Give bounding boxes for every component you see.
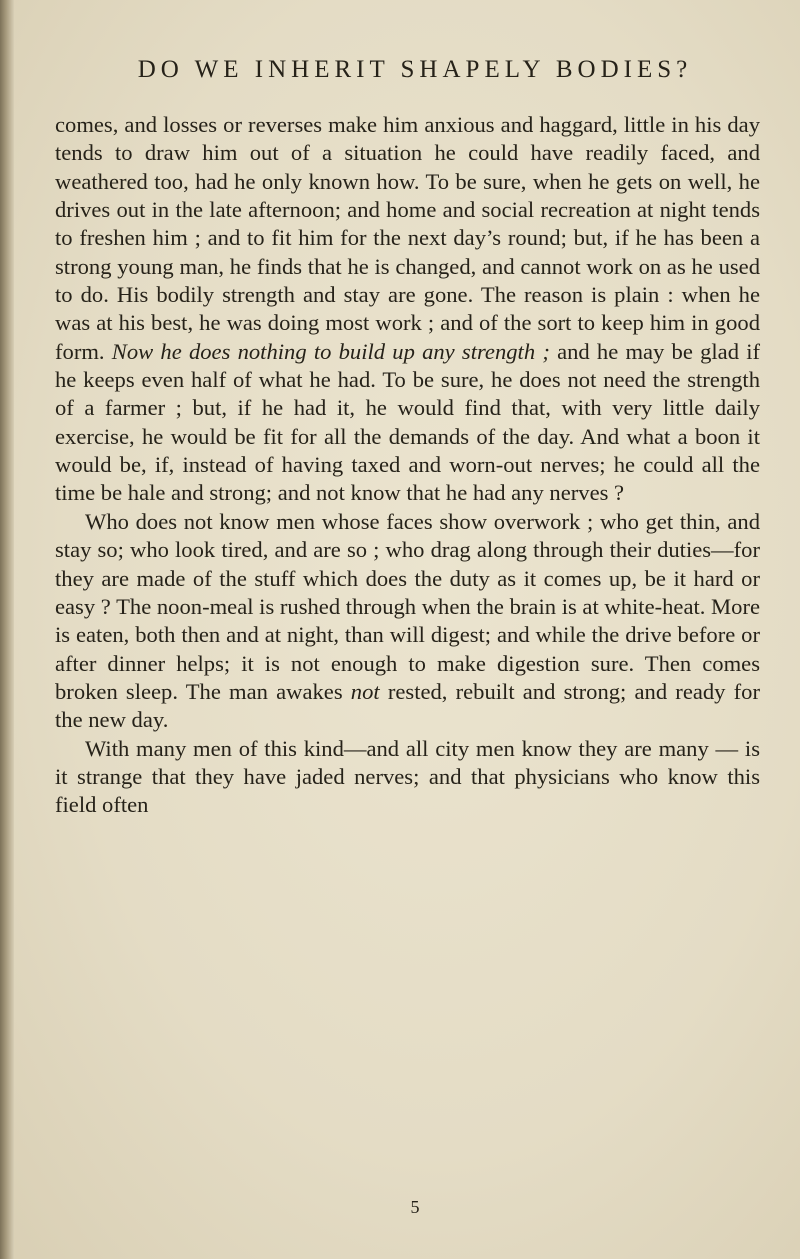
paragraph-text: rested, rebuilt and strong; and ready for the new day.	[55, 678, 760, 733]
paragraph-text: and he may be glad if he keeps even half of what he had. To be sure, he does not need the strength of a farmer ; but, if he had it, he would find that, with very little daily exercise, he would be fit for all the demands of the day. And what a boon it would be, if, instead of having taxed and worn-out nerves; he could all the time be hale and strong; and not know that he had any nerves ?	[55, 338, 761, 506]
body-text	[55, 111, 760, 820]
paragraph	[55, 735, 760, 820]
page-number: 5	[410, 1197, 420, 1217]
paragraph-text: With many men of this kind—and all city men know they are many — is it strange that they have jaded nerves; and that physicians who know this field often	[55, 735, 760, 818]
running-header: DO WE INHERIT SHAPELY BODIES?	[137, 56, 693, 83]
italic-text: Now he does nothing to build up any strength ;	[111, 338, 550, 364]
italic-text: not	[350, 678, 380, 704]
paragraph	[55, 111, 760, 508]
book-spine-shadow	[0, 0, 14, 1259]
paragraph	[55, 508, 760, 735]
paragraph-text: comes, and losses or reverses make him anxious and haggard, little in his day tends to draw him out of a situation he could have readily faced, and weathered too, had he only known how. To be sure, when he gets on well, he drives out in the late afternoon; and home and social recreation at night tends to freshen him ; and to fit him for the next day’s round; but, if he has been a strong young man, he finds that he is changed, and cannot work on as he used to do. His bodily strength and stay are gone. The reason is plain : when he was at his best, he was doing most work ; and of the sort to keep him in good form.	[55, 112, 760, 364]
paragraph-text: Who does not know men whose faces show overwork ; who get thin, and stay so; who look tired, and are so ; who drag along through their duties—for they are made of the stuff which does the duty as it comes up, be it hard or easy ? The noon-meal is rushed through when the brain is at white-heat. More is eaten, both then and at night, than will digest; and while the drive before or after dinner helps; it is not enough to make digestion sure. Then comes broken sleep. The man awakes	[55, 508, 760, 704]
